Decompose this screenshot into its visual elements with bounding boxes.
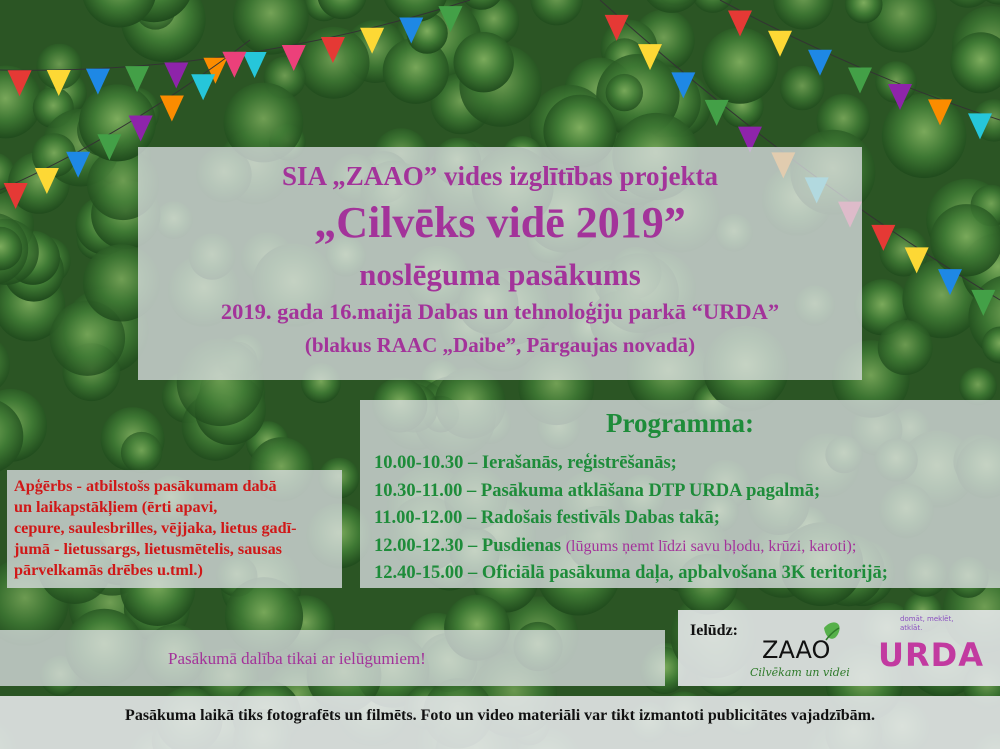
organizers-panel	[678, 610, 1000, 686]
footer-disclaimer: Pasākuma laikā tiks fotografēts un filmēts. Foto un video materiāli var tikt izmantoti publicitātes vajadzībām.	[0, 696, 1000, 749]
event-subtitle: noslēguma pasākums	[359, 257, 641, 292]
event-title-panel	[138, 147, 862, 380]
invitation-only-note: Pasākumā dalība tikai ar ielūgumiem!	[168, 649, 426, 668]
program-item: 12.40-15.00 – Oficiālā pasākuma daļa, apbalvošana 3K teritorijā;	[374, 563, 888, 583]
program-list	[374, 450, 888, 588]
program-item: 11.00-12.00 – Radošais festivāls Dabas takā;	[374, 508, 720, 528]
event-location-note: (blakus RAAC „Daibe”, Pārgaujas novadā)	[304, 333, 696, 357]
program-item: 10.30-11.00 – Pasākuma atklāšana DTP URDA pagalmā;	[374, 480, 821, 501]
program-item: 12.00-12.30 – Pusdienas (lūgums ņemt līdzi savu bļodu, krūzi, karoti);	[374, 535, 857, 556]
program-item-note: (lūgums ņemt līdzi savu bļodu, krūzi, karoti);	[565, 537, 857, 555]
clothing-line: pārvelkamās drēbes u.tml.)	[14, 561, 203, 579]
clothing-advice-panel	[7, 470, 342, 588]
clothing-line: jumā - lietussargs, lietusmētelis, sausas	[14, 540, 282, 558]
svg-text:URDA: URDA	[878, 636, 984, 674]
svg-text:ZAAO: ZAAO	[762, 636, 831, 664]
svg-text:Cilvēkam un videi: Cilvēkam un videi	[750, 666, 850, 679]
project-line: SIA „ZAAO” vides izglītības projekta	[281, 161, 719, 191]
clothing-line: un laikapstākļiem (ērti apavi,	[14, 498, 218, 516]
urda-logo	[874, 612, 984, 684]
program-item: 10.00-10.30 – Ierašanās, reģistrēšanās;	[374, 453, 677, 473]
clothing-line: cepure, saulesbrilles, vējjaka, lietus gadī-	[14, 519, 297, 537]
invitation-note-panel	[0, 630, 665, 686]
zaao-logo	[746, 618, 856, 684]
event-title: „Cilvēks vidē 2019”	[314, 198, 686, 247]
clothing-line: Apģērbs - atbilstošs pasākumam dabā	[14, 477, 277, 495]
invited-by-label: Ielūdz:	[690, 622, 738, 639]
svg-text:atklāt.: atklāt.	[900, 624, 923, 632]
svg-text:domāt, meklēt,: domāt, meklēt,	[900, 615, 954, 623]
event-date-place: 2019. gada 16.maijā Dabas un tehnoloģiju parkā “URDA”	[220, 299, 780, 324]
program-title: Programma:	[606, 408, 754, 438]
program-panel	[360, 400, 1000, 588]
